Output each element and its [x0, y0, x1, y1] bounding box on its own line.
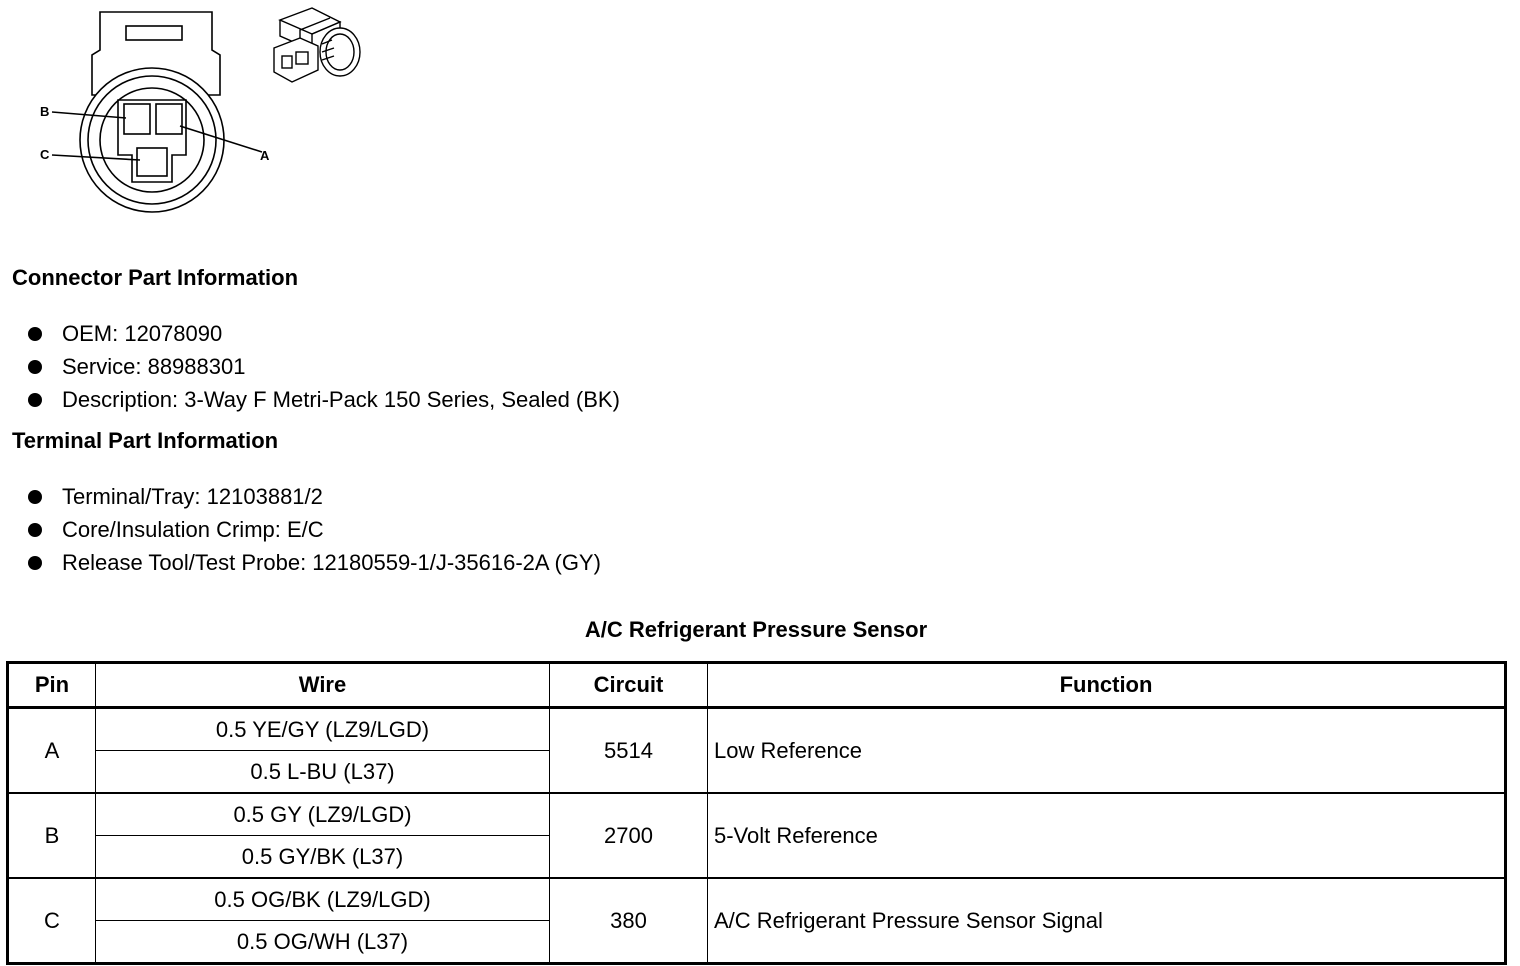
bullet-icon	[28, 393, 42, 407]
circuit-cell: 2700	[550, 793, 708, 878]
col-header-function: Function	[708, 663, 1506, 708]
circuit-cell: 5514	[550, 708, 708, 794]
col-header-circuit: Circuit	[550, 663, 708, 708]
circuit-cell: 380	[550, 878, 708, 964]
connector-diagram	[0, 0, 400, 230]
wire-cell: 0.5 GY/BK (L37)	[96, 836, 550, 879]
bullet-icon	[28, 327, 42, 341]
wire-cell: 0.5 OG/BK (LZ9/LGD)	[96, 878, 550, 921]
list-item: Core/Insulation Crimp: E/C	[28, 513, 601, 546]
wire-cell: 0.5 OG/WH (L37)	[96, 921, 550, 964]
function-cell: 5-Volt Reference	[708, 793, 1506, 878]
bullet-icon	[28, 523, 42, 537]
table-title: A/C Refrigerant Pressure Sensor	[584, 617, 928, 642]
list-item: Release Tool/Test Probe: 12180559-1/J-35616-2A (GY)	[28, 546, 601, 579]
bullet-icon	[28, 490, 42, 504]
pin-cell: B	[8, 793, 96, 878]
pin-label-a: A	[260, 148, 270, 163]
list-item: OEM: 12078090	[28, 317, 620, 350]
terminal-info-list	[28, 480, 601, 579]
list-item: Service: 88988301	[28, 350, 620, 383]
wire-cell: 0.5 L-BU (L37)	[96, 751, 550, 794]
wire-cell: 0.5 GY (LZ9/LGD)	[96, 793, 550, 836]
connector-info-heading: Connector Part Information	[12, 265, 299, 290]
table-row	[8, 708, 1506, 751]
pin-label-c: C	[40, 147, 50, 162]
list-item: Description: 3-Way F Metri-Pack 150 Series, Sealed (BK)	[28, 383, 620, 416]
pin-label-b: B	[40, 104, 50, 119]
table-row	[8, 793, 1506, 836]
table-header-row	[8, 663, 1506, 708]
pinout-table	[6, 661, 1507, 965]
list-item: Terminal/Tray: 12103881/2	[28, 480, 601, 513]
pin-cell: C	[8, 878, 96, 964]
connector-3d-icon	[274, 8, 360, 82]
table-row	[8, 878, 1506, 921]
pin-cell: A	[8, 708, 96, 794]
function-cell: Low Reference	[708, 708, 1506, 794]
col-header-pin: Pin	[8, 663, 96, 708]
col-header-wire: Wire	[96, 663, 550, 708]
terminal-info-heading: Terminal Part Information	[12, 428, 279, 453]
bullet-icon	[28, 556, 42, 570]
wire-cell: 0.5 YE/GY (LZ9/LGD)	[96, 708, 550, 751]
bullet-icon	[28, 360, 42, 374]
function-cell: A/C Refrigerant Pressure Sensor Signal	[708, 878, 1506, 964]
connector-info-list	[28, 317, 620, 416]
